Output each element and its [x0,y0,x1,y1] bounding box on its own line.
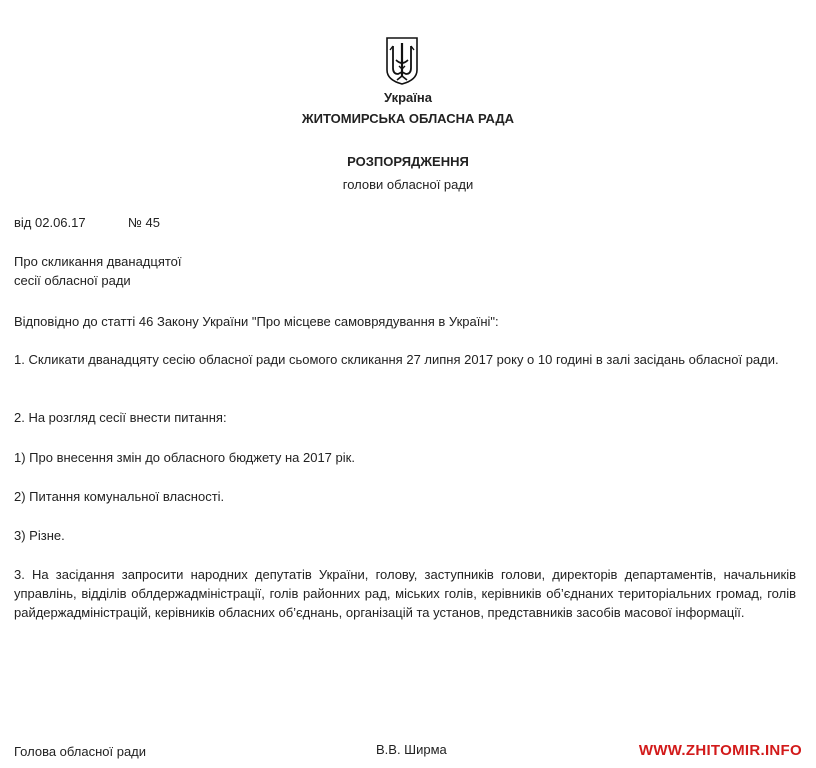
document-number: № 45 [128,215,161,230]
document-date: від 02.06.17 [14,215,86,230]
signatory-name: В.В. Ширма [376,742,447,757]
document-type-title: РОЗПОРЯДЖЕННЯ [347,154,469,169]
item-1-paragraph: 1. Скликати дванадцяту сесію обласної ради сьомого скликання 27 липня 2017 року о 10 годині в залі засідань обласної ради. [14,352,779,367]
item-2-paragraph: 2. На розгляд сесії внести питання: [14,410,227,425]
agenda-item-1: 1) Про внесення змін до обласного бюджету на 2017 рік. [14,450,355,465]
subject-line-2: сесії обласної ради [14,273,131,288]
document-subject [14,252,182,290]
signatory-position: Голова обласної ради [14,744,147,759]
agenda-item-3: 3) Різне. [14,528,65,543]
country-title: Україна [383,90,432,105]
legal-basis-paragraph: Відповідно до статті 46 Закону України "Про місцеве самоврядування в Україні": [14,314,499,329]
agenda-item-2: 2) Питання комунальної власності. [14,489,225,504]
council-title: ЖИТОМИРСЬКА ОБЛАСНА РАДА [301,111,515,126]
document-issuer: голови обласної ради [342,177,474,192]
item-3-paragraph: 3. На засідання запросити народних депутатів України, голову, заступників голови, директорів департаментів, начальників управлінь, відділів облдержадміністрації, голів районних рад, міських голів, керівників об’єднаних територіальних громад, голів райдержадміністрацій, керівників обласних об’єднань, організацій та установ, представників засобів масової інформації. [14,567,796,620]
coat-of-arms-icon [385,36,419,86]
site-watermark: WWW.ZHITOMIR.INFO [638,742,802,759]
date-number-line [14,213,161,232]
subject-line-1: Про скликання дванадцятої [14,254,182,269]
